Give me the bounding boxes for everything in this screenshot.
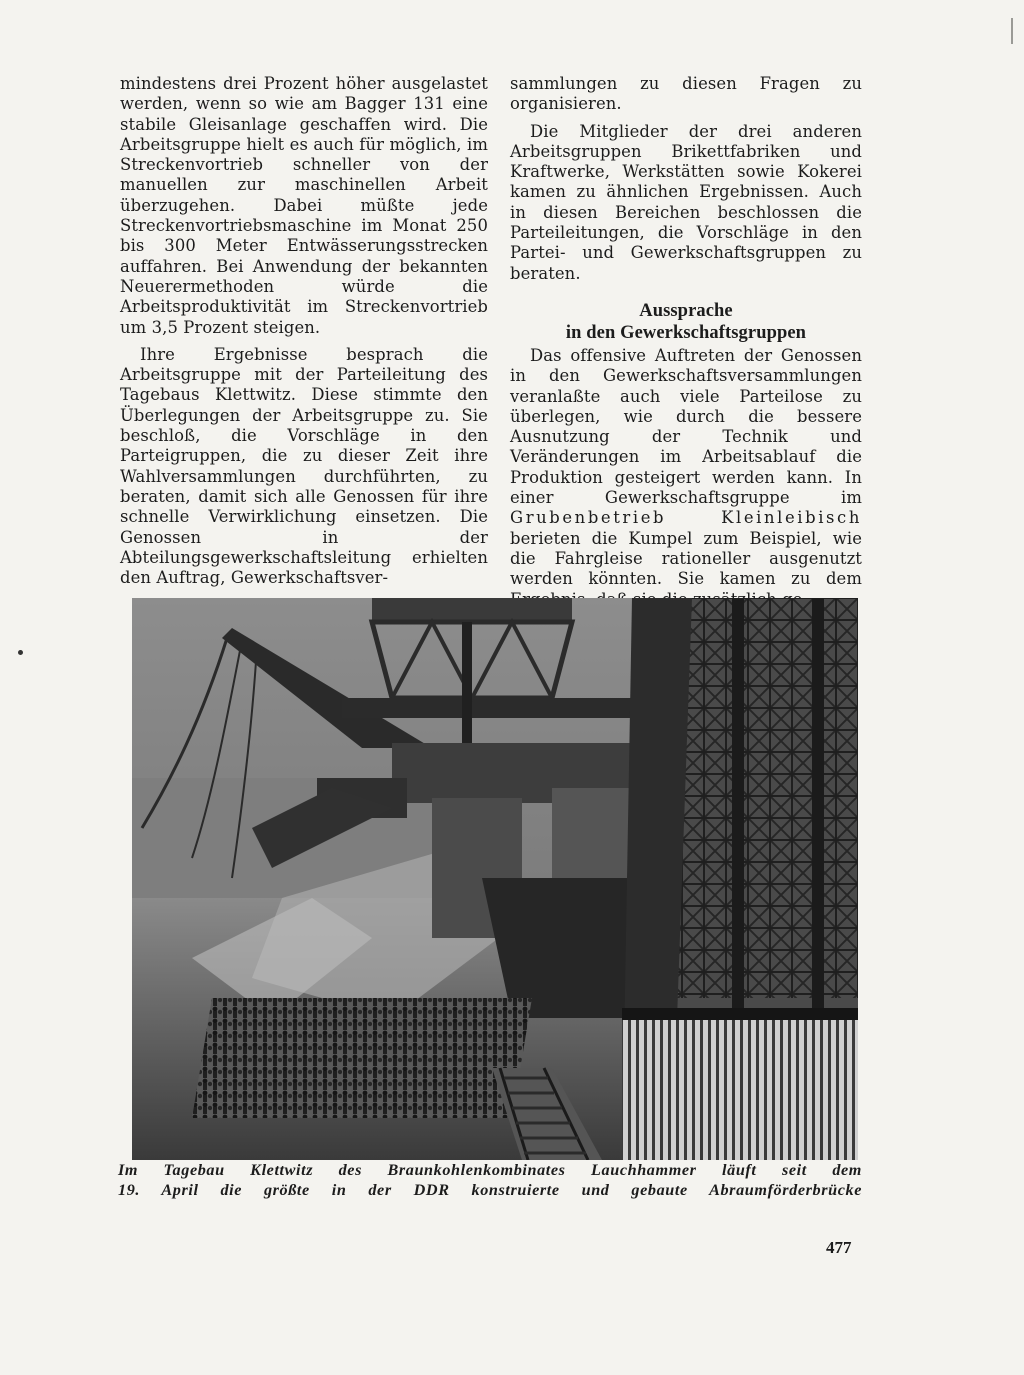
section-heading [510, 300, 862, 344]
photo-drawing [132, 598, 858, 1160]
caption-line-1: Im Tagebau Klettwitz des Braunkohlenkombinates Lauchhammer läuft seit dem [118, 1161, 862, 1179]
photo-caption [118, 1160, 862, 1200]
right-paragraph-1: sammlungen zu diesen Fragen zu organisieren. [510, 74, 862, 114]
paragraph-3-spaced-name: Grubenbetrieb Kleinleibisch [510, 508, 862, 528]
right-paragraph-3 [510, 346, 862, 610]
left-paragraph-2: Ihre Ergebnisse besprach die Arbeitsgruppe mit der Parteileitung des Tagebaus Klettwitz. Diese stimmte den Überlegungen der Arbeitsgruppe zu. Sie beschloß, die Vorschläge in den Parteigruppen, die zu dieser Zeit ihre Wahlversammlungen durchführten, zu beraten, damit sich alle Genossen für ihre schnelle Verwirklichung einsetzen. Die Genossen in der Abteilungsgewerkschaftsleitung erhielten den Auftrag, Gewerkschaftsver- [120, 344, 488, 588]
scan-edge-mark [1011, 18, 1013, 44]
photo-conveyor-bridge [132, 598, 858, 1160]
left-paragraph-1: mindestens drei Prozent höher ausgelastet werden, wenn so wie am Bagger 131 eine stabile Gleisanlage geschaffen wird. Die Arbeitsgruppe hielt es auch für möglich, im Streckenvortrieb schneller von der manuellen zur maschinellen Arbeit überzugehen. Dabei müßte jede Streckenvortriebsmaschine im Monat 250 bis 300 Meter Entwässerungsstrecken auffahren. Bei Anwendung der bekannten Neuerermethoden würde die Arbeitsproduktivität im Streckenvortrieb um 3,5 Prozent steigen. [120, 74, 488, 337]
paragraph-3-text-b: berieten die Kumpel zum Beispiel, wie die Fahrgleise rationeller ausgenutzt werden könnten. Sie kamen zu dem [510, 528, 862, 589]
right-text-column [510, 74, 862, 610]
caption-line-2: 19. April die größte in der DDR konstruierte und gebaute Abraumförderbrücke [118, 1181, 862, 1199]
margin-speck [18, 650, 23, 655]
page-number: 477 [826, 1238, 852, 1257]
left-text-column [120, 74, 488, 588]
right-paragraph-2: Die Mitglieder der drei anderen Arbeitsgruppen Brikettfabriken und Kraftwerke, Werkstätten sowie Kokerei kamen zu ähnlichen Ergebnissen. Auch in diesen Bereichen beschlossen die Parteileitungen, die Vorschläge in den Partei- und Gewerkschaftsgruppen zu beraten. [510, 121, 862, 283]
section-heading-line-1: Aussprache [639, 300, 733, 321]
paragraph-3-text-a: Das offensive Auftreten der Genossen in den Gewerkschaftsversammlungen veranlaßte auch viele Parteilose zu überlegen, wie durch die bessere Ausnutzung der Technik und Veränderungen im Arbeitsablauf die Produktion gesteigert werden kann. In einer Gewerkschaftsgruppe im [510, 345, 862, 508]
section-heading-line-2: in den Gewerkschaftsgruppen [565, 322, 807, 343]
